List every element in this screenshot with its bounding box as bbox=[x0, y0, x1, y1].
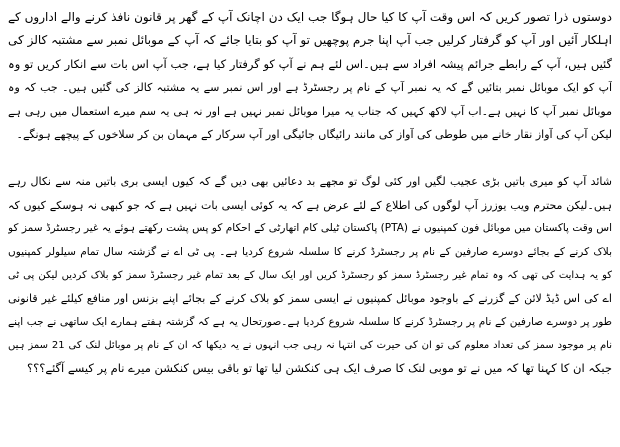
text-line: اس وقت پاکستان میں موبائل فون کمپنیوں نے (PTA) پاکستان ٹیلی کام اتھارٹی کے احکام کو پس پشت رکھتے ہوئے یہ غیر رجسٹرڈ سمز کو bbox=[8, 222, 612, 235]
text-line: موبائل نمبر آپ کا نہیں ہے۔اب آپ لاکھ کہیں کہ جناب یہ میرا موبائل نمبر نہیں ہے اور نہ ہی یہ سم میرے استعمال میں رہی ہے bbox=[8, 104, 612, 118]
text-line: آپ کو ایک موبائل نمبر بتائیں گے کہ یہ نمبر آپ کے نام پر رجسٹرڈ ہے اور اس نمبر سے یہ مشتبہ کالز کی گئیں ہیں۔ جب کہ وہ bbox=[8, 81, 612, 95]
text-line: اہلکار آئیں اور آپ کو گرفتار کرلیں جب آپ اپنا جرم پوچھیں تو آپ کو بتایا جائے کہ آپ کے موبائل نمبر سے مشتبہ کالز کی bbox=[8, 33, 612, 48]
paragraph-1 bbox=[8, 6, 612, 146]
text-line: نام پر موجود سمز کی تعداد معلوم کی تو ان کی حیرت کی انتہا نہ رہی جب انہوں نے یہ دیکھا کہ ان کے نام پر موبائل لنک کی 21 سمز ہیں bbox=[8, 340, 612, 352]
paragraph-2 bbox=[8, 170, 612, 381]
text-line: طور پر دوسرے صارفین کے نام پر رجسٹرڈ کرنے کا سلسلہ شروع کردیا ہے۔صورتحال یہ ہے کہ گزشتہ ہفتے ہمارے ایک ساتھی نے جب اپنے bbox=[8, 315, 612, 328]
text-line: لیکن آپ کی آواز نقار خانے میں طوطی کی آواز کی مانند رائیگاں جائیگی اور آپ سرکار کے مہمان بن کر سلاخوں کے پیچھے ہونگے۔ bbox=[16, 127, 612, 141]
text-line: جبکہ ان کا کہنا تھا کہ میں نے تو موبی لنک کا صرف ایک ہی کنکشن لیا تھا تو باقی بیس کنکشن میرے نام پر کیسے آگئے؟؟؟ bbox=[27, 361, 612, 376]
text-line: اے کی اس ڈیڈ لائن کے گزرنے کے باوجود موبائل کمپنیوں نے ایسی سمز کو بلاک کرنے کے بجائے اپنے بزنس اور منافع کیلئے غیر قانونی bbox=[8, 292, 612, 306]
text-line: گئیں ہیں، آپ کے رابطے جرائم پیشہ افراد سے ہیں۔اس لئے ہم نے آپ کو گرفتار کیا ہے، جب آپ اس بات سے انکار کریں تو وہ bbox=[8, 56, 612, 71]
text-line: شائد آپ کو میری باتیں بڑی عجیب لگیں اور کئی لوگ تو مجھے بد دعائیں بھی دیں گے کہ کیوں ایسی بری باتیں منہ سے نکال رہے bbox=[8, 175, 612, 189]
text-line: دوستوں ذرا تصور کریں کہ اس وقت آپ کا کیا حال ہوگا جب ایک دن اچانک آپ کے گھر پر قانون نافذ کرنے والے اداروں کے bbox=[8, 10, 612, 24]
text-line: بلاک کرنے کے بجائے دوسرے صارفین کے نام پر رجسٹرڈ کرنے کا سلسلہ شروع کردیا ہے۔ پی ٹی اے نے گزشتہ سال تمام سیلولر کمپنیوں bbox=[8, 245, 612, 258]
text-line: کو یہ ہدایت کی تھی کہ وہ تمام غیر رجسٹرڈ سمز کو رجسٹرڈ کریں اور ایک سال کے بعد تمام غیر رجسٹرڈ سمز کو بلاک کردیں لیکن پی ٹی bbox=[8, 269, 612, 281]
text-line: ہیں۔لیکن محترم ویب یوزرز آپ لوگوں کی اطلاع کے لئے عرض ہے کہ یہ کوئی ایسی بات نہیں ہے کہ جو کبھی نہ ہوسکے کیوں کہ bbox=[8, 198, 612, 212]
paragraph-spacer bbox=[8, 146, 612, 170]
